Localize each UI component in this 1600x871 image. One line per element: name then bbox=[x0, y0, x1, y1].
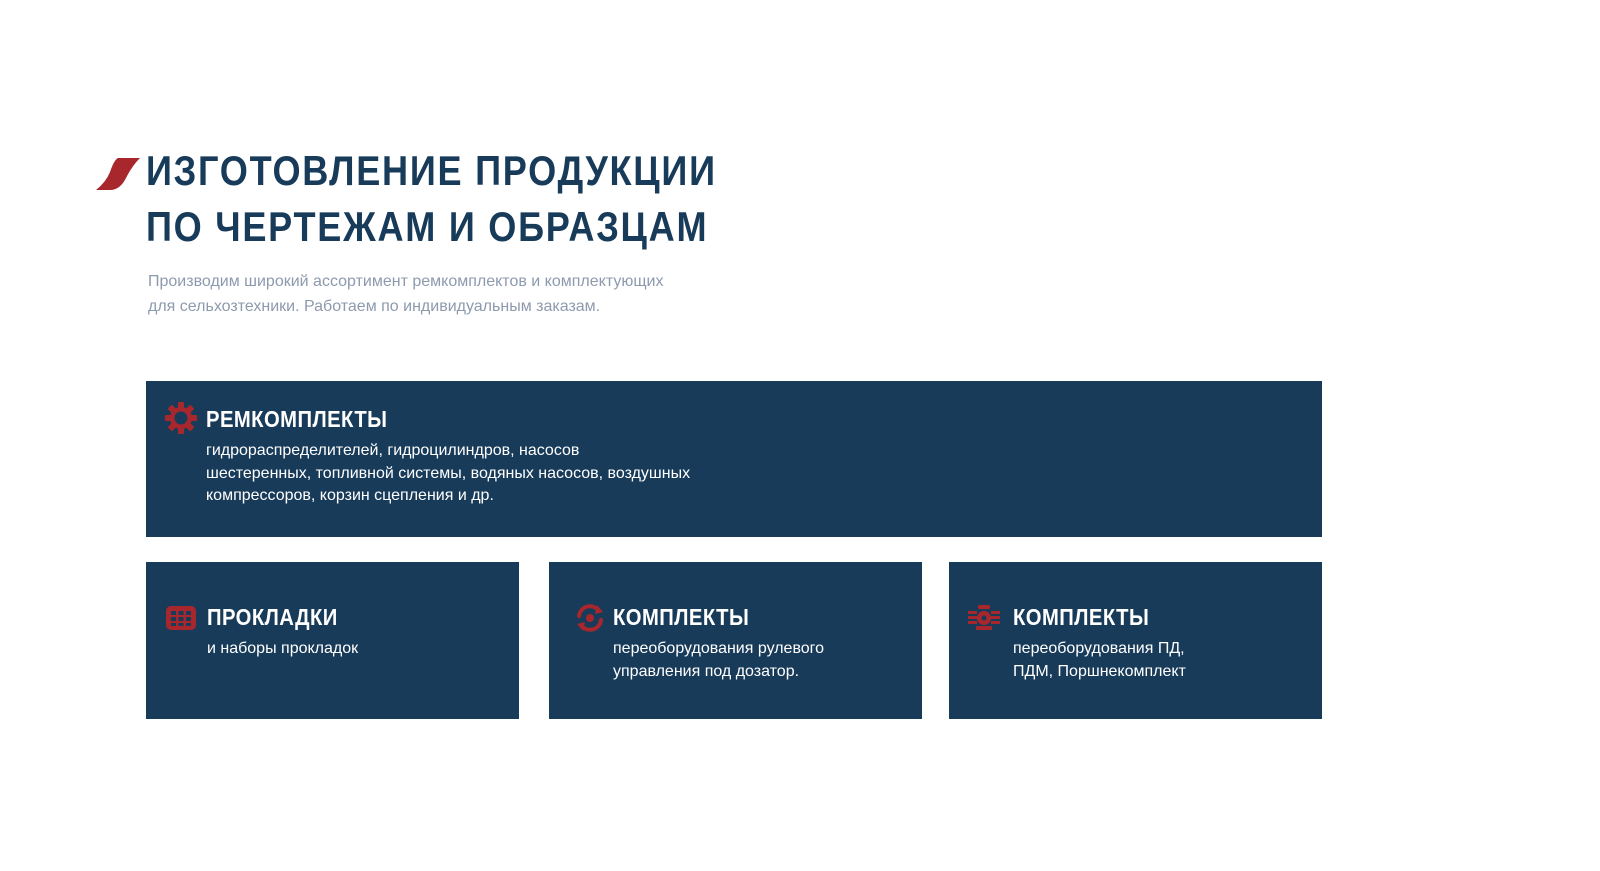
card-description-line: переоборудования ПД, bbox=[1013, 640, 1185, 657]
page-subtitle-line-2: для сельхозтехники. Работаем по индивидуальным заказам. bbox=[148, 298, 601, 315]
piston-kit-icon bbox=[967, 601, 1001, 635]
card-steering-kits bbox=[549, 562, 922, 719]
card-conversion-kits bbox=[949, 562, 1322, 719]
card-title: КОМПЛЕКТЫ bbox=[1013, 604, 1150, 630]
card-description-line: управления под дозатор. bbox=[613, 662, 800, 680]
card-description bbox=[1013, 638, 1186, 683]
card-description-line: ПДМ, Поршнекомплект bbox=[1013, 662, 1186, 680]
page-subtitle bbox=[148, 269, 788, 319]
card-title: ПРОКЛАДКИ bbox=[207, 604, 338, 630]
card-description-line: гидрораспределителей, гидроцилиндров, насосов bbox=[206, 442, 580, 459]
card-title: РЕМКОМПЛЕКТЫ bbox=[206, 406, 388, 432]
card-repair-kits bbox=[146, 381, 1322, 537]
card-title: КОМПЛЕКТЫ bbox=[613, 604, 750, 630]
card-description-line: шестеренных, топливной системы, водяных насосов, воздушных bbox=[206, 464, 691, 482]
card-description bbox=[206, 440, 690, 508]
card-description-line: переоборудования рулевого bbox=[613, 640, 825, 657]
grid-gasket-icon bbox=[164, 601, 198, 635]
card-gaskets bbox=[146, 562, 519, 719]
card-description bbox=[613, 638, 824, 683]
page-title-line-1: ИЗГОТОВЛЕНИЕ ПРОДУКЦИИ bbox=[146, 147, 717, 194]
page-title-line-2: ПО ЧЕРТЕЖАМ И ОБРАЗЦАМ bbox=[146, 203, 709, 250]
page-subtitle-line-1: Производим широкий ассортимент ремкомплектов и комплектующих bbox=[148, 273, 664, 290]
gear-icon bbox=[164, 401, 198, 435]
card-description-line: и наборы прокладок bbox=[207, 640, 359, 657]
red-slash-mark-icon bbox=[96, 156, 142, 192]
card-description bbox=[207, 638, 358, 661]
page-title bbox=[146, 143, 717, 255]
refresh-gear-icon bbox=[573, 601, 607, 635]
card-description-line: компрессоров, корзин сцепления и др. bbox=[206, 487, 494, 504]
